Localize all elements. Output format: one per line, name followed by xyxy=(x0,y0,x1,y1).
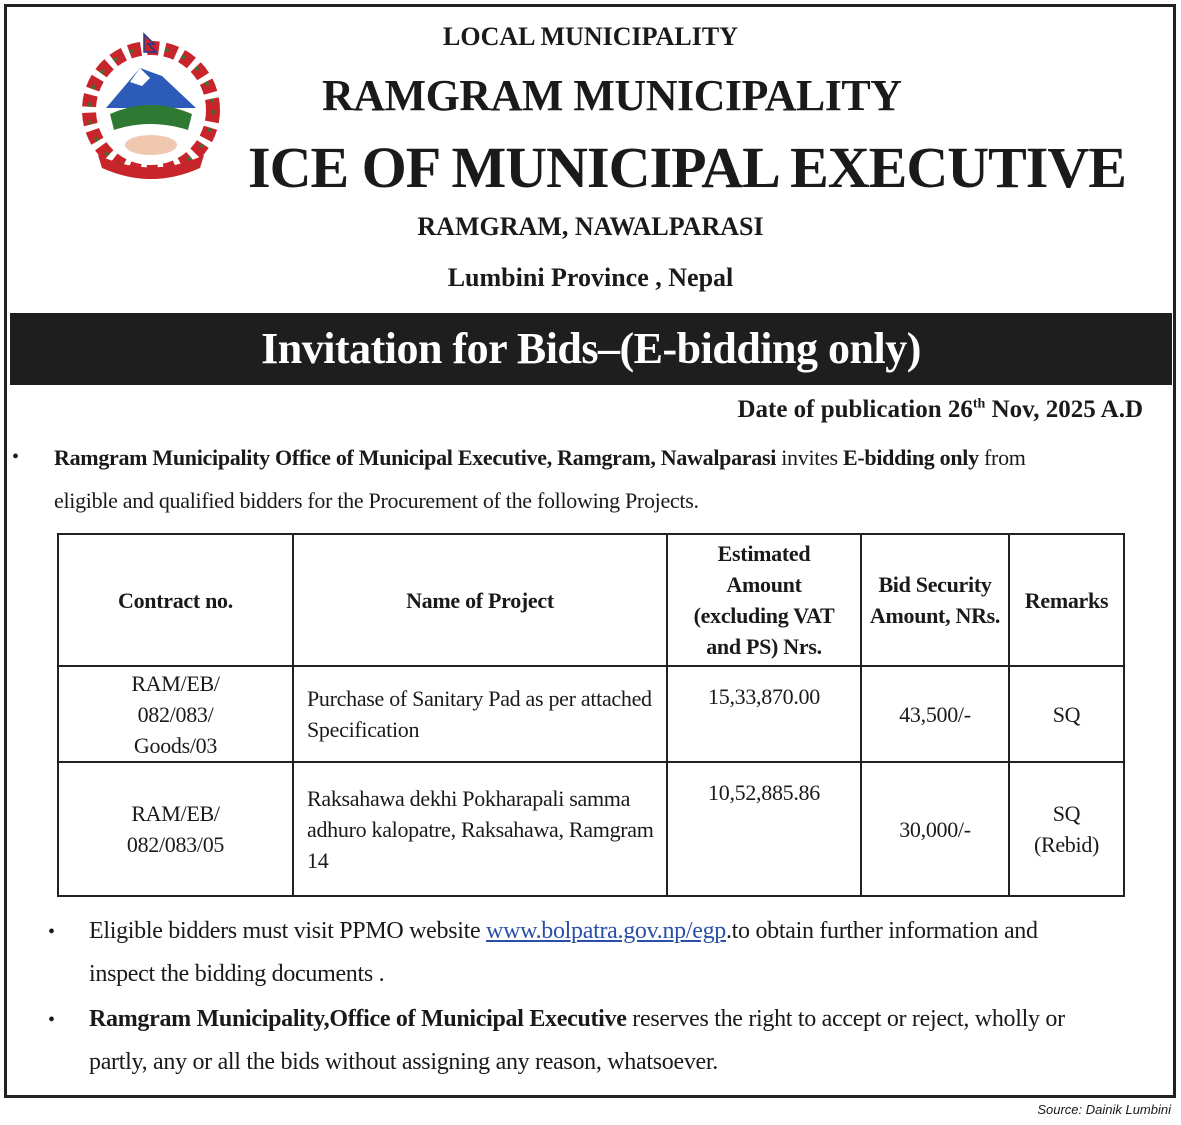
table-row xyxy=(58,666,1124,762)
contract-no: RAM/EB/ 082/083/ Goods/03 xyxy=(58,666,293,762)
source-credit: Source: Dainik Lumbini xyxy=(1037,1102,1171,1117)
bid-security: 30,000/- xyxy=(861,762,1009,896)
header-province: Lumbini Province , Nepal xyxy=(447,263,734,292)
estimated-amount: 10,52,885.86 xyxy=(667,762,861,896)
title-banner: Invitation for Bids–(E-bidding only) xyxy=(10,313,1172,385)
col-estimated-amount: Estimated Amount (excluding VAT and PS) Nrs. xyxy=(667,534,861,666)
header-office-title: ICE OF MUNICIPAL EXECUTIVE xyxy=(248,135,1126,200)
header-municipality-name: RAMGRAM MUNICIPALITY xyxy=(322,71,902,120)
remarks: SQ xyxy=(1009,666,1124,762)
header-address: RAMGRAM, NAWALPARASI xyxy=(417,212,764,241)
estimated-amount: 15,33,870.00 xyxy=(667,666,861,762)
table-row xyxy=(58,762,1124,896)
header-local-municipality: LOCAL MUNICIPALITY xyxy=(443,22,738,51)
contract-no: RAM/EB/ 082/083/05 xyxy=(58,762,293,896)
col-bid-security: Bid Security Amount, NRs. xyxy=(861,534,1009,666)
col-project-name: Name of Project xyxy=(293,534,667,666)
col-remarks: Remarks xyxy=(1009,534,1124,666)
project-name: Purchase of Sanitary Pad as per attached Specification xyxy=(293,666,667,762)
note-rights-reserved: Ramgram Municipality,Office of Municipal Executive reserves the right to accept or reject, wholly or partly, any or all the bids without assigning any reason, whatsoever. xyxy=(89,1006,1065,1075)
note-ppmo: Eligible bidders must visit PPMO website www.bolpatra.gov.np/egp.to obtain further information and inspect the bidding documents . xyxy=(89,918,1038,987)
intro-paragraph: Ramgram Municipality Office of Municipal Executive, Ramgram, Nawalparasi invites E-bidding only from eligible and qualified bidders for the Procurement of the following Projects. xyxy=(54,445,1026,513)
publication-date: Date of publication 26th Nov, 2025 A.D xyxy=(737,396,1143,423)
remarks: SQ (Rebid) xyxy=(1009,762,1124,896)
project-name: Raksahawa dekhi Pokharapali samma adhuro kalopatre, Raksahawa, Ramgram 14 xyxy=(293,762,667,896)
col-contract-no: Contract no. xyxy=(58,534,293,666)
projects-table xyxy=(57,533,1125,897)
bullet: • xyxy=(12,446,20,468)
bid-security: 43,500/- xyxy=(861,666,1009,762)
bullet: • xyxy=(48,921,56,943)
nepal-emblem-logo xyxy=(70,30,232,188)
table-header-row xyxy=(58,534,1124,666)
bullet: • xyxy=(48,1009,56,1031)
bolpatra-link[interactable]: www.bolpatra.gov.np/egp xyxy=(486,918,726,944)
